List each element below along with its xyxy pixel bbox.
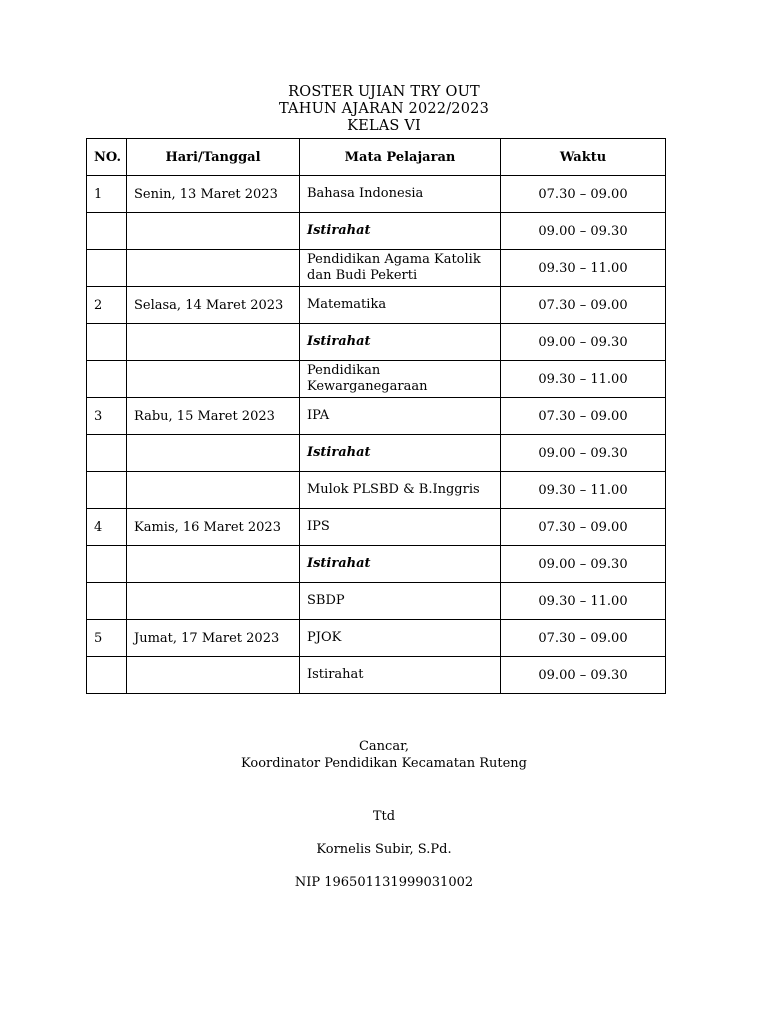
cell-no: 2 <box>87 287 127 324</box>
title-line-1: ROSTER UJIAN TRY OUT <box>288 84 480 100</box>
cell-no <box>87 546 127 583</box>
place-text: Cancar, <box>358 739 410 754</box>
table-row <box>87 250 666 287</box>
cell-day <box>127 546 300 583</box>
table-row <box>87 472 666 509</box>
cell-time: 07.30 – 09.00 <box>501 287 666 324</box>
table-row <box>87 176 666 213</box>
cell-subject: Pendidikan Agama Katolik dan Budi Pekerti <box>300 250 501 287</box>
cell-time: 09.00 – 09.30 <box>501 657 666 694</box>
signer-nip: NIP 196501131999031002 <box>294 875 474 890</box>
position-title: Koordinator Pendidikan Kecamatan Ruteng <box>241 756 527 771</box>
cell-no <box>87 361 127 398</box>
cell-day <box>127 657 300 694</box>
cell-no <box>87 324 127 361</box>
cell-time: 09.00 – 09.30 <box>501 435 666 472</box>
cell-day: Senin, 13 Maret 2023 <box>127 176 300 213</box>
cell-subject: Istirahat <box>300 324 501 361</box>
cell-time: 09.00 – 09.30 <box>501 213 666 250</box>
cell-time: 09.00 – 09.30 <box>501 546 666 583</box>
document-title <box>0 84 768 135</box>
cell-time: 07.30 – 09.00 <box>501 509 666 546</box>
table-row <box>87 620 666 657</box>
column-header-time: Waktu <box>501 139 666 176</box>
cell-time: 09.30 – 11.00 <box>501 361 666 398</box>
cell-subject: PJOK <box>300 620 501 657</box>
cell-no: 1 <box>87 176 127 213</box>
cell-time: 07.30 – 09.00 <box>501 176 666 213</box>
table-row <box>87 398 666 435</box>
table-row <box>87 287 666 324</box>
column-header-no: NO. <box>87 139 127 176</box>
cell-day <box>127 472 300 509</box>
cell-subject: Istirahat <box>300 213 501 250</box>
cell-no <box>87 472 127 509</box>
cell-subject: Mulok PLSBD & B.Inggris <box>300 472 501 509</box>
cell-no <box>87 583 127 620</box>
cell-subject: Istirahat <box>300 435 501 472</box>
table-row <box>87 361 666 398</box>
cell-subject: IPA <box>300 398 501 435</box>
cell-subject: SBDP <box>300 583 501 620</box>
title-line-3: KELAS VI <box>347 118 421 134</box>
cell-day <box>127 324 300 361</box>
signature-text: Ttd <box>372 809 396 824</box>
cell-day: Rabu, 15 Maret 2023 <box>127 398 300 435</box>
cell-subject: Bahasa Indonesia <box>300 176 501 213</box>
table-row <box>87 324 666 361</box>
signer-name: Kornelis Subir, S.Pd. <box>316 842 452 857</box>
table-row <box>87 657 666 694</box>
cell-day: Selasa, 14 Maret 2023 <box>127 287 300 324</box>
cell-day <box>127 213 300 250</box>
cell-time: 09.30 – 11.00 <box>501 472 666 509</box>
cell-day: Jumat, 17 Maret 2023 <box>127 620 300 657</box>
title-line-2: TAHUN AJARAN 2022/2023 <box>278 101 490 117</box>
column-header-subject: Mata Pelajaran <box>300 139 501 176</box>
cell-time: 09.30 – 11.00 <box>501 583 666 620</box>
cell-day <box>127 435 300 472</box>
table-row <box>87 583 666 620</box>
cell-no: 5 <box>87 620 127 657</box>
cell-subject: Istirahat <box>300 546 501 583</box>
cell-no: 3 <box>87 398 127 435</box>
cell-no <box>87 435 127 472</box>
table-row <box>87 509 666 546</box>
table-row <box>87 435 666 472</box>
cell-no <box>87 213 127 250</box>
table-row <box>87 546 666 583</box>
cell-subject: Istirahat <box>300 657 501 694</box>
cell-day <box>127 583 300 620</box>
cell-no: 4 <box>87 509 127 546</box>
cell-day <box>127 361 300 398</box>
table-header-row <box>87 139 666 176</box>
signature-block <box>0 738 768 891</box>
cell-no <box>87 250 127 287</box>
cell-time: 09.30 – 11.00 <box>501 250 666 287</box>
cell-day: Kamis, 16 Maret 2023 <box>127 509 300 546</box>
column-header-day: Hari/Tanggal <box>127 139 300 176</box>
table-row <box>87 213 666 250</box>
cell-time: 07.30 – 09.00 <box>501 398 666 435</box>
cell-day <box>127 250 300 287</box>
cell-time: 07.30 – 09.00 <box>501 620 666 657</box>
cell-subject: Pendidikan Kewarganegaraan <box>300 361 501 398</box>
cell-subject: IPS <box>300 509 501 546</box>
cell-subject: Matematika <box>300 287 501 324</box>
cell-no <box>87 657 127 694</box>
cell-time: 09.00 – 09.30 <box>501 324 666 361</box>
exam-schedule-table <box>86 138 666 694</box>
